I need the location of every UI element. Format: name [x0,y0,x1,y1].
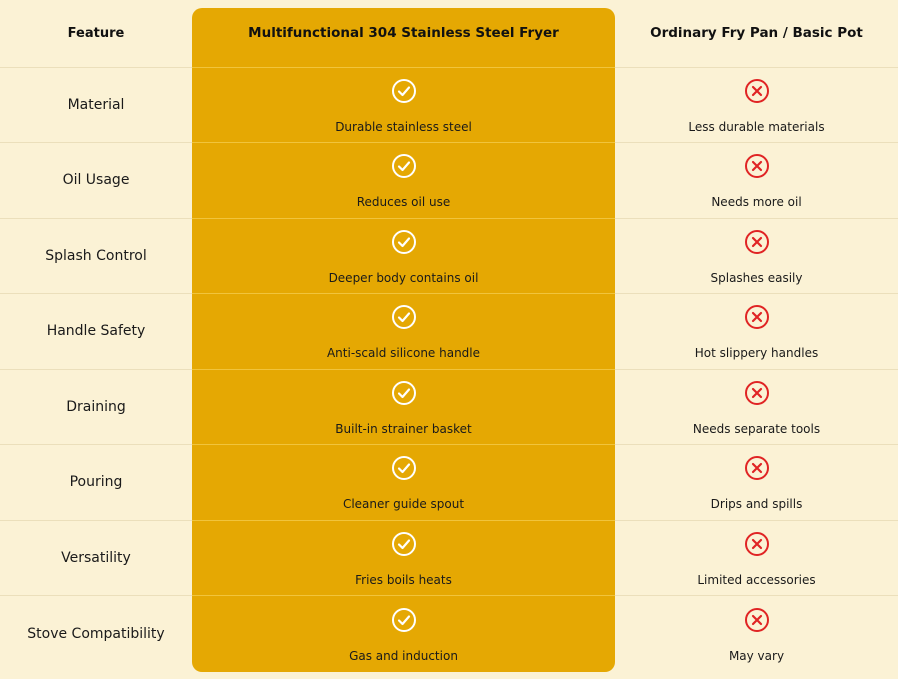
x-circle-icon [744,529,770,557]
fryer-value: Anti-scald silicone handle [326,346,481,361]
check-circle-icon [391,302,417,330]
x-circle-icon [744,302,770,330]
fryer-cell [192,218,615,294]
x-circle-icon [744,151,770,179]
x-circle-icon [744,378,770,406]
fryer-value: Reduces oil use [356,195,451,210]
check-circle-icon [391,151,417,179]
fryer-cell [192,520,615,596]
check-circle-icon [391,227,417,255]
ordinary-cell [615,520,898,596]
fryer-cell [192,369,615,445]
ordinary-value: Less durable materials [688,119,825,134]
feature-label: Handle Safety [46,323,146,340]
x-circle-icon [744,605,770,633]
table-row [0,596,898,672]
feature-label: Draining [66,398,126,415]
ordinary-value: Hot slippery handles [694,346,819,361]
fryer-value: Durable stainless steel [335,119,472,134]
ordinary-value: Limited accessories [697,572,816,587]
table-row [0,369,898,445]
fryer-value: Deeper body contains oil [328,270,479,285]
fryer-cell [192,143,615,219]
fryer-value: Gas and induction [349,648,458,663]
header-row [0,0,898,67]
ordinary-cell [615,445,898,521]
fryer-cell [192,294,615,370]
ordinary-cell [615,218,898,294]
ordinary-cell [615,143,898,219]
fryer-cell [192,445,615,521]
x-circle-icon [744,76,770,104]
table-row [0,218,898,294]
check-circle-icon [391,453,417,481]
fryer-value: Fries boils heats [355,572,452,587]
ordinary-value: Needs separate tools [692,421,821,436]
table-row [0,294,898,370]
fryer-cell [192,67,615,143]
table-row [0,143,898,219]
feature-label: Splash Control [45,247,147,264]
ordinary-value: May vary [728,648,785,663]
check-circle-icon [391,378,417,406]
x-circle-icon [744,453,770,481]
table-row [0,67,898,143]
feature-label: Versatility [61,549,131,566]
x-circle-icon [744,227,770,255]
fryer-value: Cleaner guide spout [342,497,465,512]
table-row [0,445,898,521]
ordinary-value: Splashes easily [710,270,803,285]
header-fryer: Multifunctional 304 Stainless Steel Fryer [248,25,559,42]
ordinary-cell [615,369,898,445]
ordinary-value: Needs more oil [711,195,802,210]
ordinary-cell [615,67,898,143]
feature-label: Stove Compatibility [27,625,165,642]
fryer-value: Built-in strainer basket [335,421,472,436]
ordinary-cell [615,596,898,672]
check-circle-icon [391,76,417,104]
ordinary-value: Drips and spills [710,497,803,512]
header-ordinary: Ordinary Fry Pan / Basic Pot [650,25,863,42]
table-row [0,520,898,596]
header-feature: Feature [67,25,125,41]
ordinary-cell [615,294,898,370]
check-circle-icon [391,529,417,557]
check-circle-icon [391,605,417,633]
feature-label: Oil Usage [62,172,130,189]
feature-label: Pouring [69,474,123,491]
feature-label: Material [67,96,125,113]
fryer-cell [192,596,615,672]
